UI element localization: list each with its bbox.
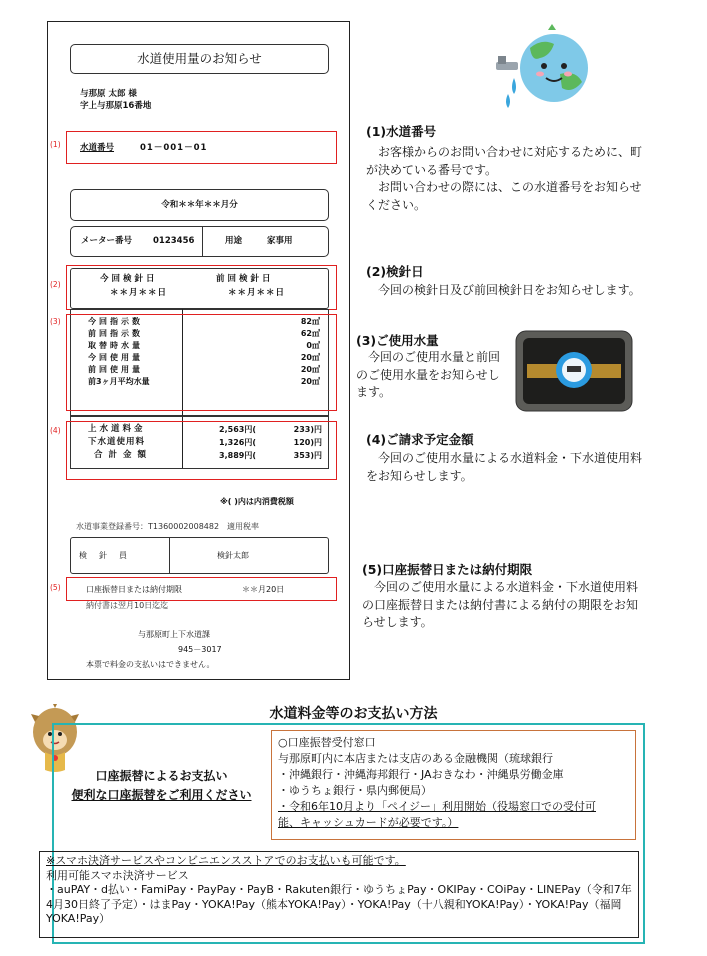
transfer-date-value: ＊＊月20日 xyxy=(242,585,285,594)
account-transfer-recommend: 便利な口座振替をご利用ください xyxy=(71,788,252,802)
period-box xyxy=(70,189,329,221)
reading-label: 取替時水量 xyxy=(88,341,143,350)
reading-label: 今回指示数 xyxy=(88,317,143,326)
customer-address: 字上与那原16番地 xyxy=(80,101,152,111)
reading-value: 20㎥ xyxy=(300,377,320,386)
highlight-reading-dates xyxy=(66,265,337,310)
section-heading: (1)水道番号 xyxy=(366,124,437,139)
reading-label: 前3ヶ月平均水量 xyxy=(88,377,150,386)
transfer-date-label: 口座振替日または納付期限 xyxy=(86,585,182,594)
transfer-window-line: ・ゆうちょ銀行・県内郵便局） xyxy=(278,784,432,797)
customer-name: 与那原 太郎 様 xyxy=(80,89,137,99)
section-heading: (5)口座振替日または納付期限 xyxy=(362,562,533,577)
reading-value: 20㎥ xyxy=(300,353,320,362)
receipt-note: 本票で料金の支払いはできません。 xyxy=(86,660,215,669)
office-name: 与那原町上下水道課 xyxy=(138,630,210,639)
section-heading: (4)ご請求予定金額 xyxy=(366,432,474,447)
transfer-window-line: 与那原町内に本店または支店のある金融機関（琉球銀行 xyxy=(278,752,553,765)
marker-2: (2) xyxy=(50,280,61,289)
payeasy-note: 能、キャッシュカードが必要です。） xyxy=(278,816,459,829)
section-body: 今回のご使用水量による水道料金・下水道使用料の口座振替日または納付書による納付の期限をお知らせします。 xyxy=(362,580,639,629)
transfer-window-line: ・沖縄銀行・沖縄海邦銀行・JAおきなわ・沖縄県労働金庫 xyxy=(278,768,564,781)
reading-value: 0㎥ xyxy=(306,341,320,350)
inspector-name: 検針太郎 xyxy=(217,551,249,560)
smartphone-payment-subheading: 利用可能スマホ決済サービス xyxy=(46,868,189,882)
meter-number: 0123456 xyxy=(153,236,195,246)
charge-label: 下水道使用料 xyxy=(88,437,146,447)
water-number-label: 水道番号 xyxy=(80,143,115,153)
marker-1: (1) xyxy=(50,140,61,149)
current-reading-date-label: 今回検針日 xyxy=(100,274,158,284)
inspector-box xyxy=(70,537,329,574)
smartphone-payment-list: ・auPAY・d払い・FamiPay・PayPay・PayB・Rakuten銀行・ゆうちょPay・OKIPay・COiPay・LINEPay（令和7年4月30日終了予定）・はまPay・YOKA!Pay（熊本YOKA!Pay）・YOKA!Pay（十八親和YOKA!Pay）・YOKA!Pay（福岡YOKA!Pay） xyxy=(46,883,632,925)
smartphone-payment-heading: ※スマホ決済サービスやコンビニエンスストアでのお支払いも可能です。 xyxy=(46,854,406,867)
water-meter-icon xyxy=(515,330,633,412)
charge-tax: 233)円 xyxy=(293,425,322,434)
marker-5: (5) xyxy=(50,583,61,592)
section-body: お客様からのお問い合わせに対応するために、町が決めている番号です。 お問い合わせの際には、この水道番号をお知らせください。 xyxy=(366,145,643,212)
charge-tax: 120)円 xyxy=(293,438,322,447)
slip-title: 水道使用量のお知らせ xyxy=(137,51,262,66)
section-body: 今回の検針日及び前回検針日をお知らせします。 xyxy=(366,283,641,297)
reading-label: 前回使用量 xyxy=(88,365,143,374)
current-reading-date: ＊＊月＊＊日 xyxy=(110,288,168,298)
meter-label: メーター番号 xyxy=(81,236,133,246)
earth-mascot-icon xyxy=(488,22,598,112)
marker-3: (3) xyxy=(50,317,61,326)
reading-value: 62㎥ xyxy=(300,329,320,338)
tax-note: ※( )内は内消費税額 xyxy=(220,497,294,506)
section-heading: (3)ご使用水量 xyxy=(356,333,439,348)
meter-box xyxy=(70,226,329,257)
slip-title-box xyxy=(70,44,329,74)
previous-reading-date: ＊＊月＊＊日 xyxy=(228,288,286,298)
marker-4: (4) xyxy=(50,426,61,435)
inspector-divider xyxy=(169,538,170,573)
account-transfer-heading: 口座振替によるお支払い xyxy=(95,769,228,783)
charge-amount: 2,563円( xyxy=(219,425,256,434)
charge-amount: 1,326円( xyxy=(219,438,256,447)
section-heading: (2)検針日 xyxy=(366,264,424,279)
meter-divider xyxy=(202,227,203,256)
billing-period: 令和＊＊年＊＊月分 xyxy=(161,200,238,210)
usage-label: 用途 xyxy=(225,236,243,246)
reading-label: 前回指示数 xyxy=(88,329,143,338)
charge-label: 合計金額 xyxy=(94,450,153,460)
payment-title: 水道料金等のお支払い方法 xyxy=(269,706,438,722)
office-phone: 945－3017 xyxy=(178,645,222,654)
charge-amount: 3,889円( xyxy=(219,451,256,460)
inspector-label: 検針員 xyxy=(79,551,139,560)
smartphone-payment-box xyxy=(39,851,639,938)
charge-label: 上水道料金 xyxy=(88,424,146,434)
usage-value: 家事用 xyxy=(267,236,293,246)
section-body: 今回のご使用水量による水道料金・下水道使用料をお知らせします。 xyxy=(366,451,643,483)
previous-reading-date-label: 前回検針日 xyxy=(216,274,274,284)
reading-value: 82㎥ xyxy=(300,317,320,326)
section-body: 今回のご使用水量と前回のご使用水量をお知らせします。 xyxy=(356,350,501,399)
payment-deadline: 納付書は翌月10日迄迄 xyxy=(86,601,169,610)
payeasy-note: ・令和6年10月より「ペイジー」利用開始（役場窓口での受付可 xyxy=(278,800,596,813)
business-number: 水道事業登録番号：T1360002008482 適用税率 xyxy=(76,522,260,531)
reading-label: 今回使用量 xyxy=(88,353,143,362)
reading-value: 20㎥ xyxy=(300,365,320,374)
transfer-window-box xyxy=(271,730,636,840)
transfer-window-heading: ○口座振替受付窓口 xyxy=(278,736,376,749)
charge-tax: 353)円 xyxy=(293,451,322,460)
water-number: 01－001－01 xyxy=(140,143,208,153)
